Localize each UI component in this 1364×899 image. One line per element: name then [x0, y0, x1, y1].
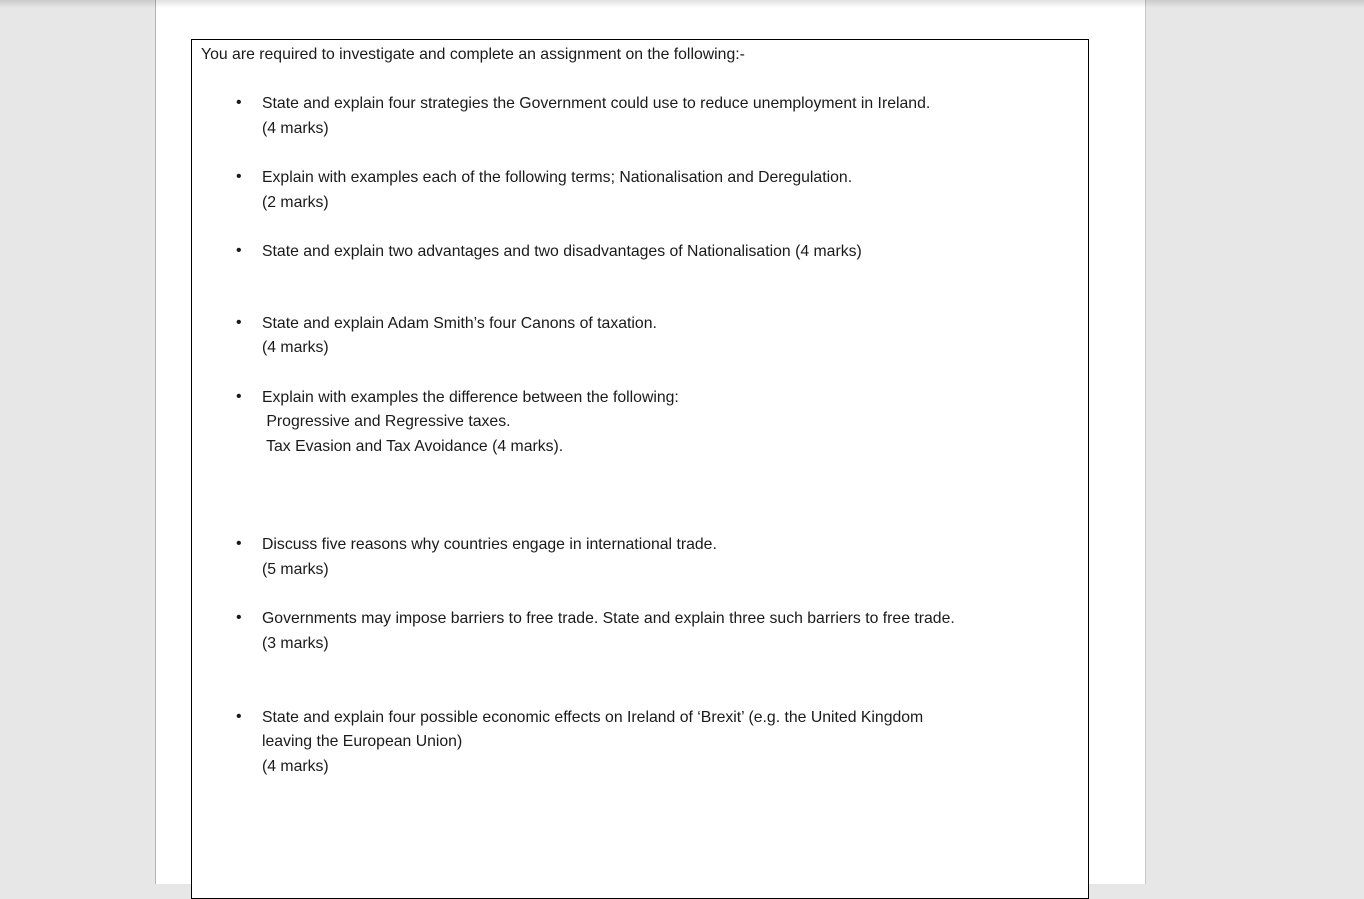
- bullet-line: (4 marks): [262, 758, 329, 776]
- bullet-line: leaving the European Union): [262, 733, 463, 751]
- bullet-line: State and explain four strategies the Government could use to reduce unemployment in Ireland.: [262, 95, 931, 113]
- bullet-marker-icon: •: [236, 313, 242, 331]
- bullet-line: Explain with examples each of the following terms; Nationalisation and Deregulation.: [262, 168, 853, 186]
- bullet-line: Progressive and Regressive taxes.: [262, 413, 511, 431]
- bullet-lines: [262, 607, 1088, 656]
- bullet-item: [192, 607, 1088, 656]
- bullet-line: (2 marks): [262, 193, 329, 211]
- bullet-line: State and explain two advantages and two disadvantages of Nationalisation (4 marks): [262, 242, 862, 260]
- bullet-marker-icon: •: [236, 167, 242, 185]
- bullet-marker-icon: •: [236, 94, 242, 112]
- bullet-line: (4 marks): [262, 119, 329, 137]
- bullet-lines: [262, 166, 1088, 215]
- bullet-item: [192, 240, 1088, 265]
- bullet-line: Governments may impose barriers to free trade. State and explain three such barriers to free trade.: [262, 610, 955, 628]
- bullet-item: [192, 92, 1088, 141]
- bullet-item: [192, 386, 1088, 460]
- bullet-marker-icon: •: [236, 535, 242, 553]
- document-page: [155, 0, 1146, 884]
- bullet-item: [192, 706, 1088, 780]
- bullet-marker-icon: •: [236, 609, 242, 627]
- intro-text: You are required to investigate and complete an assignment on the following:-: [201, 46, 745, 63]
- bullet-lines: [262, 386, 1088, 460]
- bullet-lines: [262, 533, 1088, 582]
- bullet-line: State and explain Adam Smith’s four Canons of taxation.: [262, 314, 657, 332]
- bullet-line: (5 marks): [262, 561, 329, 578]
- bullet-item: [192, 166, 1088, 215]
- bullet-line: Discuss five reasons why countries engage in international trade.: [262, 536, 717, 554]
- bullet-marker-icon: •: [236, 707, 242, 725]
- bullet-line: Tax Evasion and Tax Avoidance (4 marks).: [262, 437, 564, 455]
- bullet-line: (4 marks): [262, 339, 329, 357]
- bullet-lines: [262, 706, 1088, 780]
- bullet-line: Explain with examples the difference between the following:: [262, 388, 679, 406]
- assignment-box: [191, 39, 1089, 899]
- bullet-lines: [262, 92, 1088, 141]
- bullet-lines: [262, 312, 1088, 361]
- bullet-marker-icon: •: [236, 387, 242, 405]
- bullet-lines: [262, 240, 1088, 265]
- bullet-line: (3 marks): [262, 634, 329, 652]
- bullet-line: State and explain four possible economic effects on Ireland of ‘Brexit’ (e.g. the United Kingdom: [262, 708, 924, 726]
- bullet-marker-icon: •: [236, 241, 242, 259]
- bullet-item: [192, 312, 1088, 361]
- bullet-list: [192, 92, 1088, 779]
- bullet-item: [192, 533, 1088, 582]
